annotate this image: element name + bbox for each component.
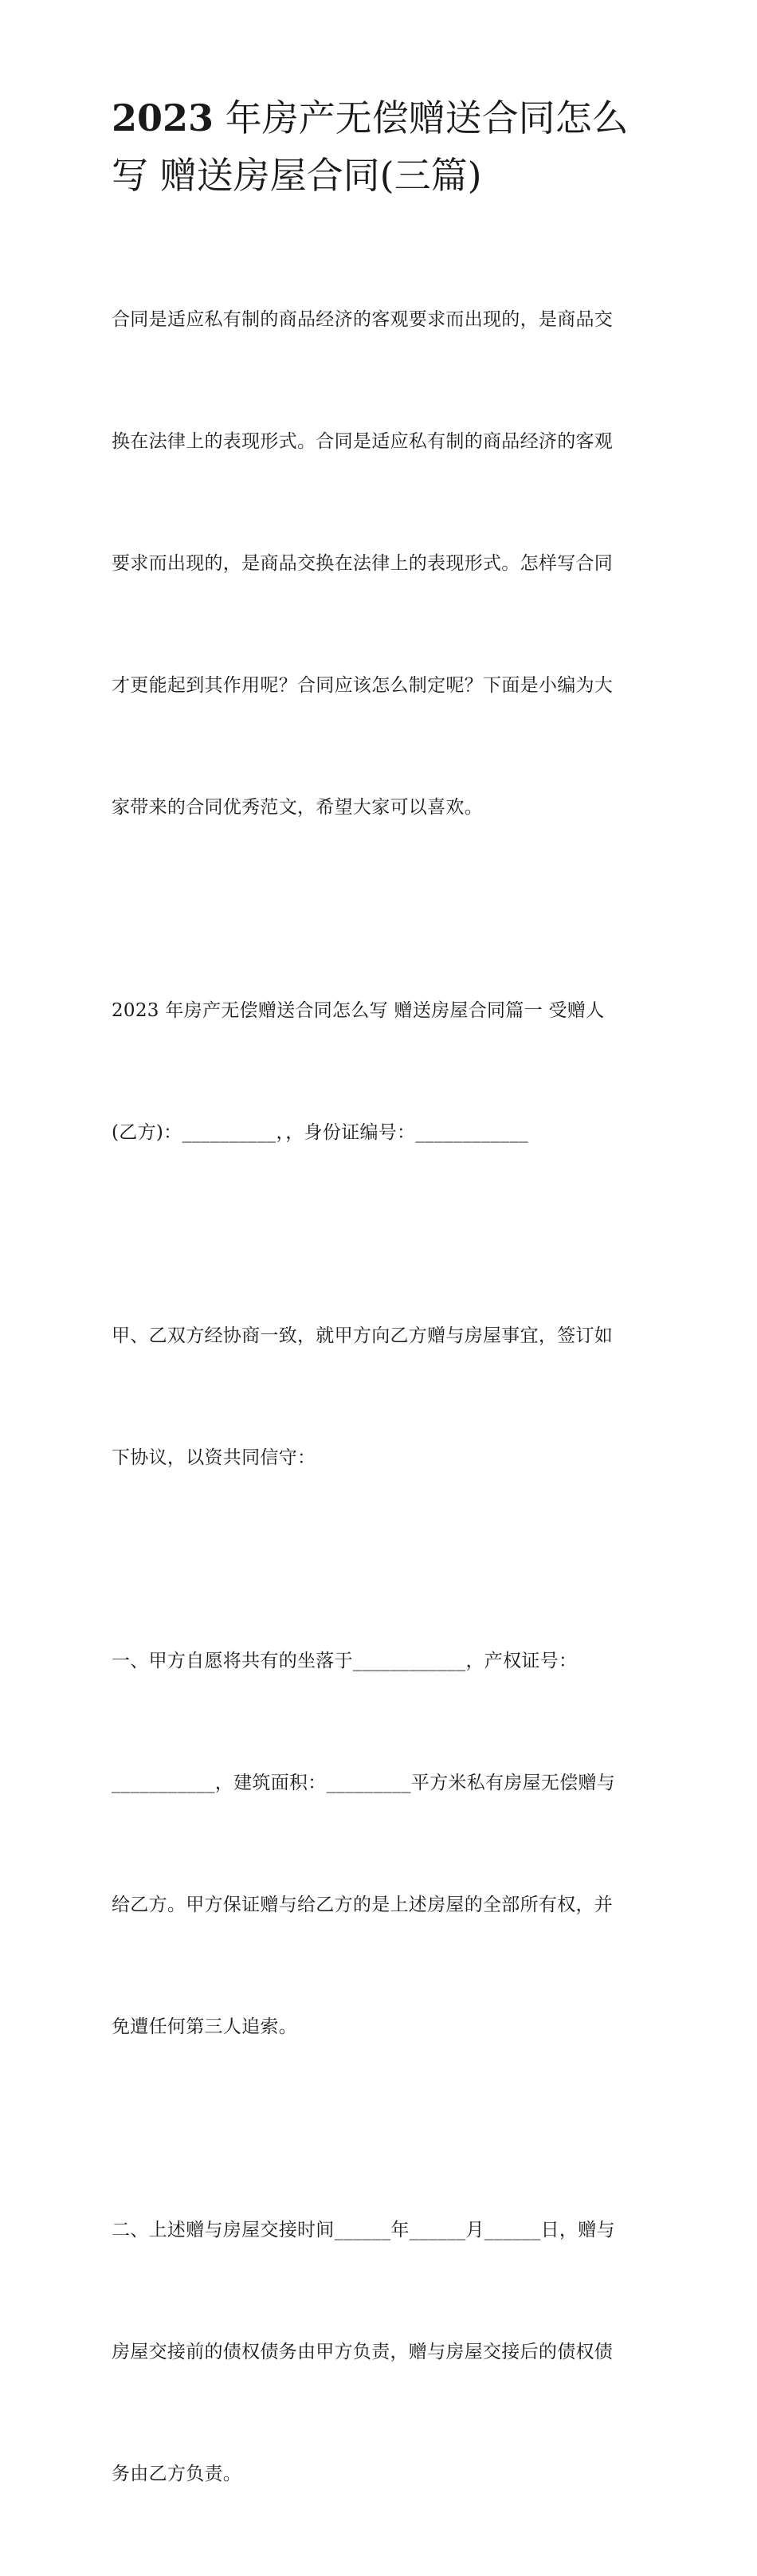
title-line-1-text: 年房产无偿赠送合同怎么	[225, 96, 629, 139]
clause-1-paragraph	[112, 1560, 653, 2129]
intro-line: 合同是适应私有制的商品经济的客观要求而出现的，是商品交	[112, 309, 614, 330]
clause-1-line: 给乙方。甲方保证赠与给乙方的是上述房屋的全部所有权，并	[112, 1895, 614, 1915]
intro-line: 要求而出现的，是商品交换在法律上的表现形式。怎样写合同	[112, 553, 614, 574]
agreement-paragraph	[112, 1235, 653, 1560]
section-heading-line: 2023 年房产无偿赠送合同怎么写 赠送房屋合同篇一 受赠人	[112, 1000, 605, 1021]
clause-1-line: 免遭任何第三人追索。	[112, 2016, 297, 2037]
document-page	[112, 89, 653, 2576]
agreement-line: 下协议，以资共同信守：	[112, 1447, 316, 1468]
clause-1-line: ___________，建筑面积：_________平方米私有房屋无偿赠与	[112, 1773, 616, 1793]
clause-1-line: 一、甲方自愿将共有的坐落于____________，产权证号：	[112, 1651, 578, 1671]
intro-paragraph	[112, 218, 653, 909]
clause-2-line: 房屋交接前的债权债务由甲方负责，赠与房屋交接后的债权债	[112, 2342, 614, 2362]
intro-line: 家带来的合同优秀范文，希望大家可以喜欢。	[112, 797, 483, 818]
title-line-2: 写 赠送房屋合同(三篇)	[112, 154, 482, 197]
clause-2-line: 务由乙方负责。	[112, 2464, 242, 2484]
intro-line: 才更能起到其作用呢？合同应该怎么制定呢？下面是小编为大	[112, 675, 614, 696]
clause-2-line: 二、上述赠与房屋交接时间______年______月______日，赠与	[112, 2220, 615, 2240]
intro-line: 换在法律上的表现形式。合同是适应私有制的商品经济的客观	[112, 431, 614, 452]
section-heading-paragraph	[112, 909, 653, 1235]
document-title	[112, 89, 653, 204]
title-line-1	[112, 89, 653, 147]
title-year: 2023	[112, 96, 214, 139]
agreement-line: 甲、乙双方经协商一致，就甲方向乙方赠与房屋事宜，签订如	[112, 1325, 614, 1346]
recipient-field-line: (乙方)：__________，，身份证编号：____________	[112, 1122, 528, 1143]
clause-2-paragraph	[112, 2129, 653, 2576]
